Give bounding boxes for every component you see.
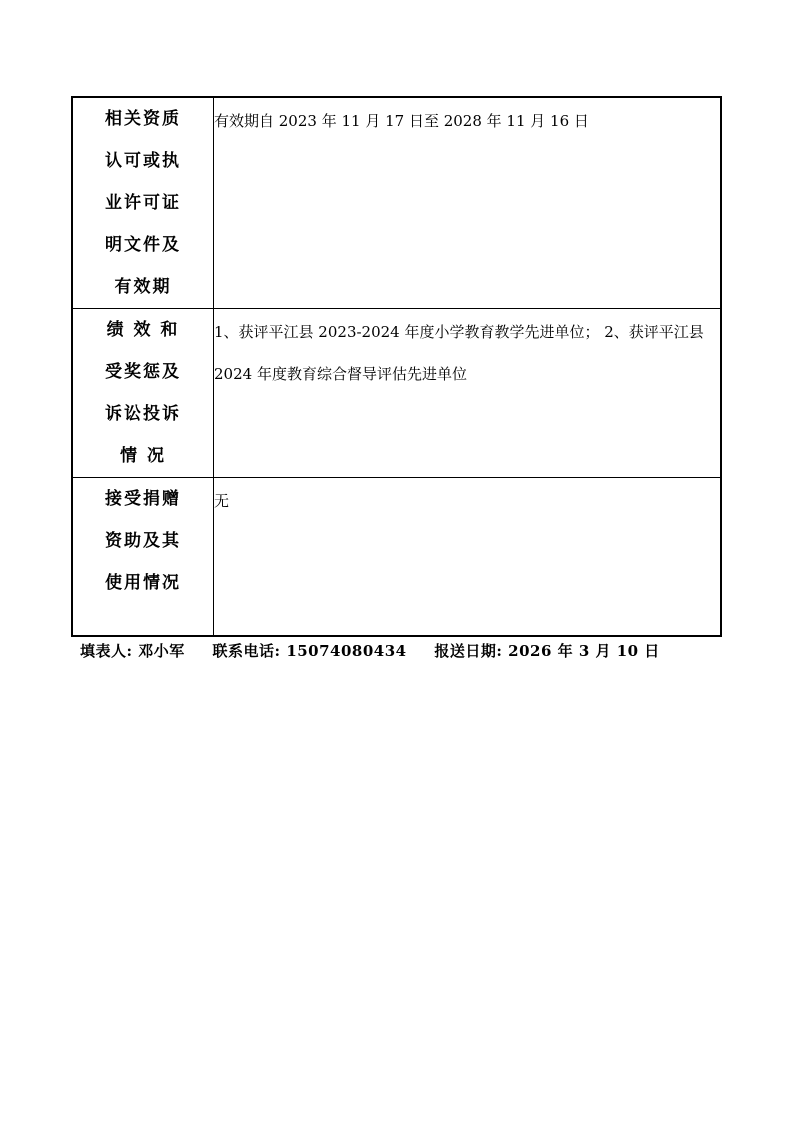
label-line: 诉讼投诉 [105, 404, 181, 424]
row-value-donations [214, 478, 722, 636]
label-line: 资助及其 [105, 531, 181, 551]
label-line: 情 况 [120, 446, 166, 466]
label-line: 认可或执 [105, 151, 181, 171]
cell-value: 1、获评平江县 2023-2024 年度小学教育教学先进单位； 2、获评平江县 2024 年度教育综合督导评估先进单位 [214, 323, 704, 383]
date-label: 报送日期: [434, 642, 503, 660]
label-line: 绩 效 和 [106, 320, 180, 340]
row-label-performance [72, 309, 214, 478]
filler-label: 填表人: [80, 642, 133, 660]
cell-value: 无 [214, 492, 230, 510]
label-line: 使用情况 [105, 573, 181, 593]
table-row [72, 478, 721, 636]
row-label-donations [72, 478, 214, 636]
row-value-qualification [214, 97, 722, 309]
label-line: 受奖惩及 [105, 362, 181, 382]
report-date: 2026 年 3 月 10 日 [508, 642, 660, 660]
row-label-qualification [72, 97, 214, 309]
info-table [71, 96, 722, 637]
label-line: 业许可证 [105, 193, 181, 213]
phone-label: 联系电话: [212, 642, 281, 660]
row-value-performance [214, 309, 722, 478]
table-row [72, 97, 721, 309]
filler-name: 邓小军 [138, 642, 185, 660]
label-line: 明文件及 [105, 235, 181, 255]
label-line: 相关资质 [105, 109, 181, 129]
phone-number: 15074080434 [286, 642, 407, 660]
form-footer [80, 640, 660, 661]
table-row [72, 309, 721, 478]
cell-value: 有效期自 2023 年 11 月 17 日至 2028 年 11 月 16 日 [214, 112, 589, 130]
label-line: 有效期 [114, 277, 172, 297]
label-line: 接受捐赠 [105, 489, 181, 509]
